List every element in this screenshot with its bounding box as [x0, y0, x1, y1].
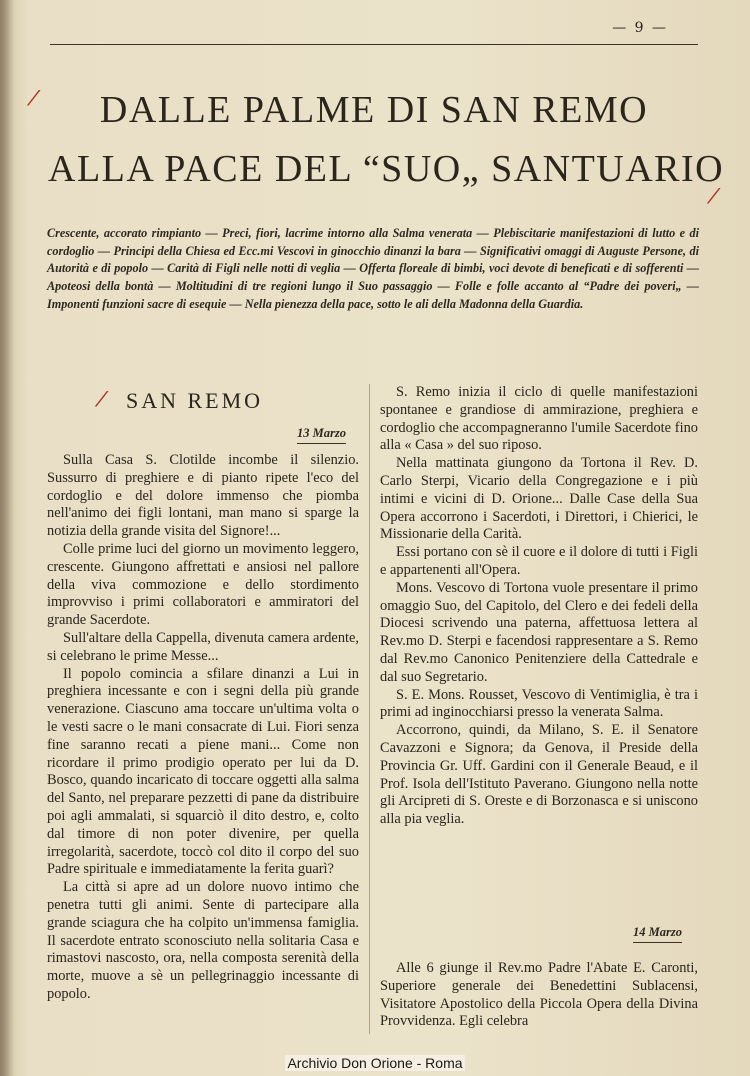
- paragraph: Nella mattinata giungono da Tortona il Rev. D. Carlo Sterpi, Vicario della Congregazione e i più intimi e vicini di D. Orione... Dalle Case della Sua Opera accorrono i Sacerdoti, i Direttori, i Chierici, le Missionarie della Carità.: [380, 455, 698, 543]
- paragraph: S. Remo inizia il ciclo di quelle manifestazioni spontanee e grandiose di ammirazione, preghiera e cordoglio che accompagneranno l'umile Sacerdote fino alla « Casa » del suo riposo.: [380, 384, 698, 454]
- left-column: [47, 452, 359, 1004]
- paragraph: Sull'altare della Cappella, divenuta camera ardente, si celebrano le prime Messe...: [47, 629, 359, 664]
- paragraph: Sulla Casa S. Clotilde incombe il silenzio. Sussurro di preghiere e di pianto ripete l'eco del cordoglio e del dolore immenso che piomba nell'animo dei figli lontani, man mano si sparge la notizia della grande visita del Signore!...: [47, 452, 359, 540]
- header-rule: [50, 44, 698, 45]
- section-heading: SAN REMO: [126, 388, 264, 413]
- paragraph: Colle prime luci del giorno un movimento leggero, crescente. Giungono affrettati e ansiosi nel pallore della viva commozione e dello stordimento improvviso i primi collaboratori e ammiratori del grande Sacerdote.: [47, 540, 359, 629]
- binding-shadow: [0, 0, 14, 1076]
- red-mark-icon: ⁄: [712, 184, 716, 208]
- paragraph: Mons. Vescovo di Tortona vuole presentare il primo omaggio Suo, del Capitolo, del Clero e dei fedeli della Diocesi scrivendo una paterna, affettuosa lettera al Rev.mo D. Sterpi e facendosi rappresentare a S. Remo dal Rev.mo Canonico Penitenziere della Cattedrale e dal suo Segretario.: [380, 579, 698, 685]
- archive-watermark: [0, 1055, 750, 1071]
- article-summary: Crescente, accorato rimpianto — Preci, fiori, lacrime intorno alla Salma venerata — Plebiscitarie manifestazioni di lutto e di cordoglio — Principi della Chiesa ed Ecc.mi Vescovi in ginocchio dinanzi la bara — Significativi omaggi di Auguste Persone, di Autorità e di popolo — Carità di Figli nelle notti di veglia — Offerta floreale di bimbi, voci devote di beneficati e di sofferenti — Apoteosi della bontà — Moltitudini di tre regioni lungo il Suo passaggio — Folle e folle accanto al “Padre dei poveri„ — Imponenti funzioni sacre di esequie — Nella pienezza della pace, sotto le ali della Madonna della Guardia.: [47, 226, 699, 311]
- right-column-continued: [380, 960, 698, 1031]
- column-divider: [369, 384, 370, 1034]
- paragraph: Essi portano con sè il cuore e il dolore di tutti i Figli e appartenenti all'Opera.: [380, 544, 698, 578]
- date-label-14-marzo: 14 Marzo: [633, 925, 682, 939]
- red-mark-icon: ⁄: [100, 387, 104, 411]
- article-title-line-2: ALLA PACE DEL “SUO„ SANTUARIO: [48, 148, 725, 190]
- date-label-13-marzo: 13 Marzo: [297, 426, 346, 440]
- archive-watermark-text: Archivio Don Orione - Roma: [287, 1055, 463, 1071]
- red-mark-icon: ⁄: [32, 86, 36, 110]
- right-column: [380, 384, 698, 829]
- paragraph: Alle 6 giunge il Rev.mo Padre l'Abate E. Caronti, Superiore generale dei Benedettini Sublacensi, Visitatore Apostolico della Piccola Opera della Divina Provvidenza. Egli celebra: [380, 960, 698, 1030]
- paragraph: Accorrono, quindi, da Milano, S. E. il Senatore Cavazzoni e Signora; da Genova, il Preside della Provincia Gr. Uff. Gardini con il Generale Beaud, e il Prof. Isola dell'Istituto Paverano. Giungono nella notte gli Arcipreti di S. Oreste e di Borzonasca e si uniscono alla pia veglia.: [380, 722, 698, 828]
- paragraph: Il popolo comincia a sfilare dinanzi a Lui in preghiera incessante e con i segni della più grande venerazione. Ciascuno ama toccare un'ultima volta o le vesti sacre o le mani consacrate di Lui. Fiori senza fine saranno recati a piene mani... Come non ricordare il primo prodigio operato per lui da D. Bosco, quando incaricato di toccare oggetti alla salma del Santo, nel preparare pezzetti di pane da distribuire poi agli ammalati, si squarciò il dito destro, e, colto dal timore di non poter divenire, per quella irregolarità, sacerdote, toccò col dito il corpo del suo Padre spirituale e immediatamente la ferita guarì?: [47, 665, 359, 878]
- paragraph: S. E. Mons. Rousset, Vescovo di Ventimiglia, è tra i primi ad inginocchiarsi presso la venerata Salma.: [380, 686, 698, 721]
- paragraph: La città si apre ad un dolore nuovo intimo che penetra tutti gli animi. Sente di partecipare alla grande sciagura che ha colpito un'immensa famiglia. Il sacerdote entrato sconosciuto nella solitaria Casa e rimastovi nascosto, ora, nella composta serenità della morte, muove a sè un pellegrinaggio incessante di popolo.: [47, 879, 359, 1002]
- page-number: — 9 —: [612, 20, 668, 36]
- article-title-line-1: DALLE PALME DI SAN REMO: [99, 89, 649, 131]
